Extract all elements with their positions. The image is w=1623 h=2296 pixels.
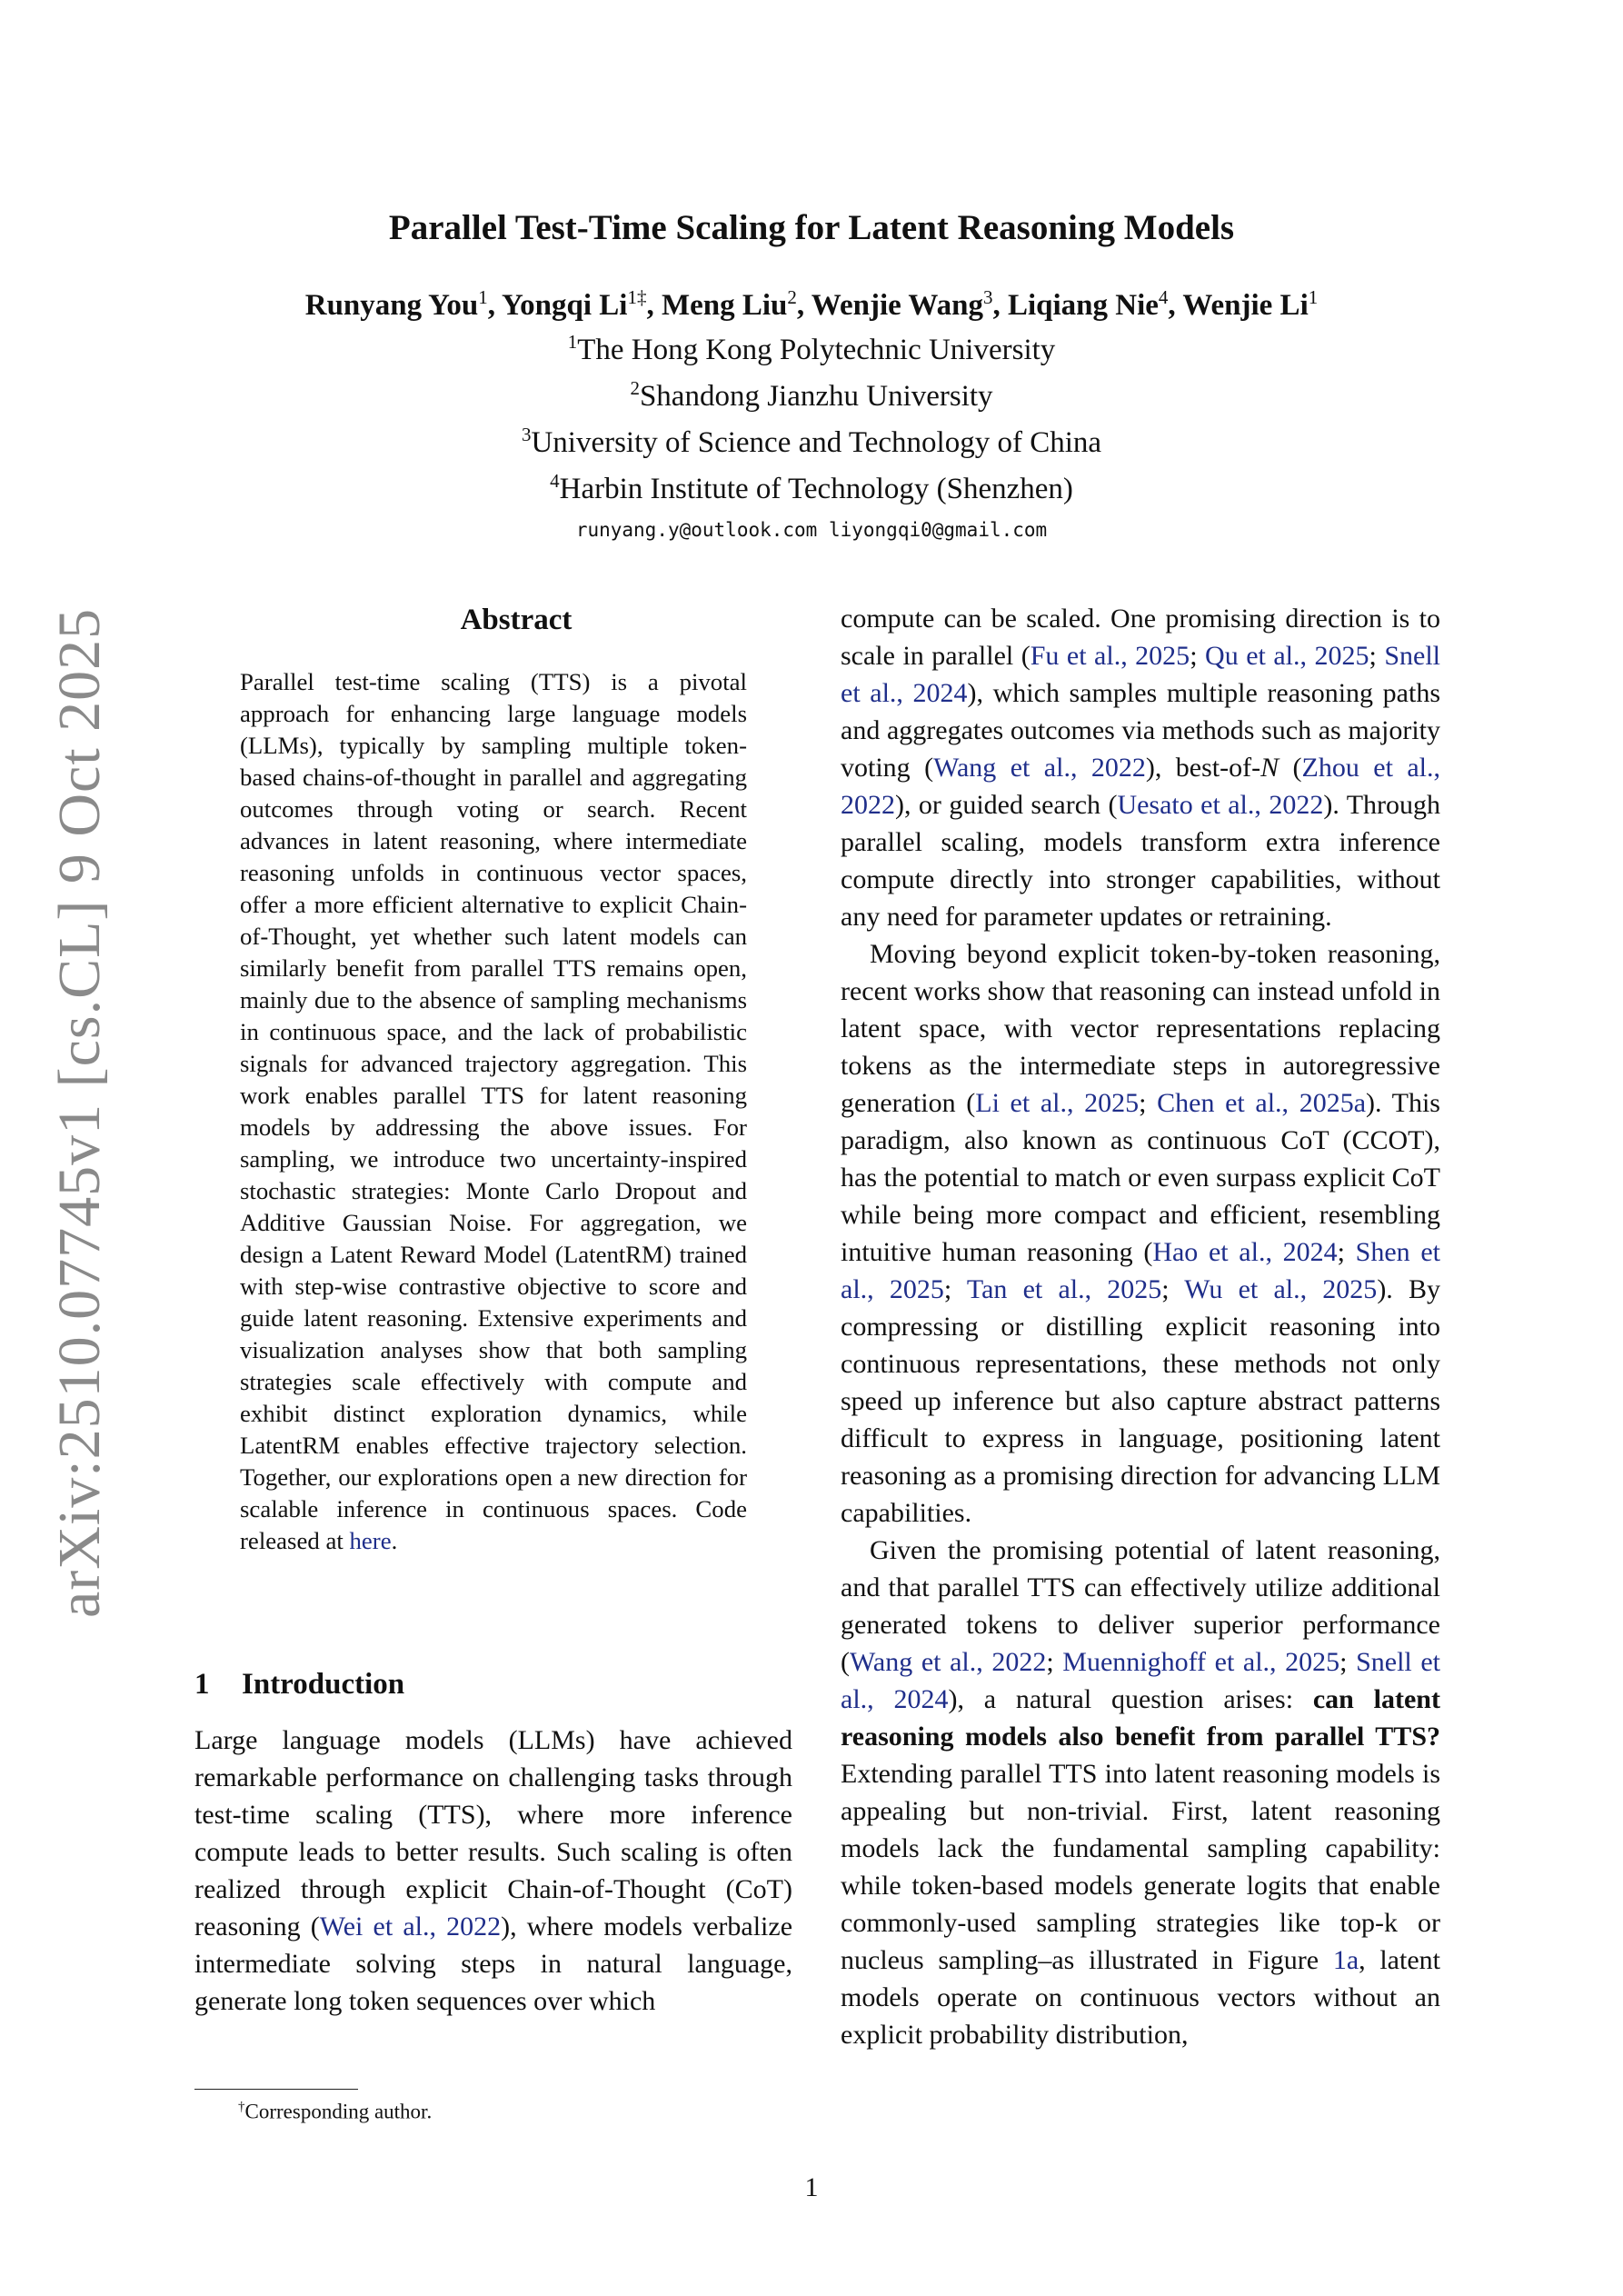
abstract-heading: Abstract [460, 604, 573, 636]
citation-link[interactable]: Wu et al., 2025 [1184, 1274, 1378, 1304]
paragraph-text: ), where models verbalize intermediate solving steps in natural language, generate long token sequences over which [194, 1912, 793, 2016]
citation-link[interactable]: Snell et al., 2024 [841, 1647, 1440, 1714]
affiliation-name: Harbin Institute of Technology (Shenzhen) [559, 473, 1073, 505]
affiliation-name: University of Science and Technology of China [531, 426, 1102, 459]
citation-link[interactable]: Chen et al., 2025a [1157, 1088, 1367, 1118]
math-variable: N [1260, 753, 1279, 783]
affiliation-mark: 2 [630, 377, 640, 399]
author-list: Runyang You$^1$, Yongqi $Li^{1\ddagger}$, Meng Liu$^2$, Wenjie Wang$^3$, Liqiang Nie$^4$, Wenjie Li$^1$ [304, 286, 1319, 322]
section-title: Introduction [242, 1668, 405, 1701]
affiliation [0, 462, 1623, 508]
author-affil-mark: 1 [478, 286, 488, 308]
abstract-body [240, 666, 747, 1557]
author-affil-mark: 3 [982, 286, 993, 308]
paragraph-text: Moving beyond explicit token-by-token reasoning, recent works show that reasoning can instead unfold in latent space, with vector representations replacing tokens as the intermediate steps in autoregressive generation ( [841, 939, 1440, 1118]
citation-link[interactable]: Wang et al., 2022 [933, 753, 1146, 783]
paragraph-text: ( [1279, 753, 1302, 783]
arxiv-identifier-stamp: arXiv:2510.07745v1 [cs.CL] 9 Oct 2025 [46, 607, 113, 1618]
footnote [238, 2100, 432, 2124]
author-name: Meng Liu [661, 289, 788, 322]
intro-paragraph [194, 1722, 792, 2020]
affiliation [0, 323, 1623, 369]
author-name: Yongqi Li [501, 289, 628, 322]
figure-reference-link[interactable]: 1a [1332, 1945, 1359, 1975]
section-heading-introduction [194, 1668, 792, 1702]
paragraph-text: Extending parallel TTS into latent reasoning models is appealing but non-trivial. First, latent reasoning models lack the fundamental sampling capability: while token-based models generate logits that enable commonly-used sampling strategies like top-k or nucleus sampling–as illustrated in Figure [841, 1759, 1440, 1975]
paragraph-text: Given the promising potential of latent reasoning, and that parallel TTS can effectively utilize additional generated tokens to deliver superior performance ( [841, 1535, 1440, 1677]
author-emails[interactable]: runyang.y@outlook.com liyongqi0@gmail.com [575, 519, 1048, 541]
author-affil-mark: 1‡ [627, 286, 647, 308]
intro-paragraph: compute can be scaled. One promising direction is to scale in parallel (Fu et al., 2025; Qu et al., 2025; Snell et al., 2024), which samples multiple reasoning paths and aggregates outcomes via methods such as majority voting (Wang et al., 2022), best-of-N (Zhou et al., 2022), or guided search (Uesato et al., 2022). Through parallel scaling, models transform extra inference compute directly into stronger capabilities, without any need for parameter updates or retraining. [841, 604, 1441, 932]
abstract-text: Parallel test-time scaling (TTS) is a pivotal approach for enhancing large language models (LLMs), typically by sampling multiple token-based chains-of-thought in parallel and aggregating outcomes through voting or search. Recent advances in latent reasoning, where intermediate reasoning unfolds in continuous vector spaces, offer a more efficient alternative to explicit Chain-of-Thought, yet whether such latent models can similarly benefit from parallel TTS remains open, mainly due to the absence of sampling mechanisms in continuous space, and the lack of probabilistic signals for advanced trajectory aggregation. This work enables parallel TTS for latent reasoning models by addressing the above issues. For sampling, we introduce two uncertainty-inspired stochastic strategies: Monte Carlo Dropout and Additive Gaussian Noise. For aggregation, we design a Latent Reward Model (LatentRM) trained with step-wise contrastive objective to score and guide latent reasoning. Extensive experiments and visualization analyses show that both sampling strategies scale effectively with compute and exhibit distinct exploration dynamics, while LatentRM enables effective trajectory selection. Together, our explorations open a new direction for scalable inference in continuous spaces. Code released at [240, 668, 747, 1554]
author-name: Runyang You [304, 289, 479, 322]
citation-link[interactable]: Shen et al., 2025 [841, 1237, 1441, 1304]
citation-link[interactable]: Zhou et al., 2022 [841, 753, 1440, 820]
author-name: Wenjie Li [1182, 289, 1309, 322]
affiliation-name: Shandong Jianzhu University [639, 380, 993, 413]
affiliation-mark: 1 [567, 331, 578, 353]
footnote-divider [194, 2089, 358, 2090]
paragraph-text: ). By compressing or distilling explicit reasoning into continuous representations, these methods not only speed up inference but also capture abstract patterns difficult to express in language, positioning latent reasoning as a promising direction for advancing LLM capabilities. [841, 1274, 1441, 1528]
page-number: 1 [804, 2172, 819, 2202]
affiliation-name: The Hong Kong Polytechnic University [577, 334, 1056, 366]
author-name: Wenjie Wang [811, 289, 983, 322]
affiliation-mark: 4 [550, 470, 560, 492]
intro-paragraph: Moving beyond explicit token-by-token reasoning, recent works show that reasoning can instead unfold in latent space, with vector representations replacing tokens as the intermediate steps in autoregressive generation (Li et al., 2025; Chen et al., 2025a). This paradigm, also known as continuous CoT (CCOT), has the potential to match or even surpass explicit CoT while being more compact and efficient, resembling intuitive human reasoning (Hao et al., 2024; Shen et al., 2025; Tan et al., 2025; Wu et al., 2025). By compressing or distilling explicit reasoning into continuous representations, these methods not only speed up inference but also capture abstract patterns difficult to express in language, positioning latent reasoning as a promising direction for advancing LLM capabilities. [841, 939, 1441, 1528]
paragraph-text: ), which samples multiple reasoning paths and aggregates outcomes via methods such as majority voting ( [841, 678, 1440, 783]
paragraph-text: ). Through parallel scaling, models transform extra inference compute directly into stronger capabilities, without any need for parameter updates or retraining. [841, 790, 1441, 932]
citation-link[interactable]: Hao et al., 2024 [1152, 1237, 1338, 1267]
paper-header [0, 207, 1623, 541]
paragraph-text: ), a natural question arises: [948, 1684, 1313, 1714]
citation-link[interactable]: Snell et al., 2024 [841, 641, 1440, 708]
paragraph-text: Large language models (LLMs) have achieved remarkable performance on challenging tasks through test-time scaling (TTS), where more inference compute leads to better results. Such scaling is often realized through explicit Chain-of-Thought (CoT) reasoning ( [194, 1725, 792, 1942]
paper-title: Parallel Test-Time Scaling for Latent Reasoning Models [388, 208, 1235, 247]
affiliation [0, 415, 1623, 462]
abstract-end: . [391, 1527, 398, 1554]
citation-link[interactable]: Qu et al., 2025 [1205, 641, 1369, 671]
paragraph-text: ), best-of- [1145, 753, 1261, 783]
citation-link[interactable]: Uesato et al., 2022 [1117, 790, 1324, 820]
author-affil-mark: 2 [787, 286, 797, 308]
citation-link[interactable]: Wang et al., 2022 [850, 1647, 1047, 1677]
section-number: 1 [194, 1668, 210, 1701]
paragraph-text: ), or guided search ( [895, 790, 1118, 820]
paragraph-text: , latent models operate on continuous vectors without an explicit probability distribution, [841, 1945, 1440, 2050]
citation-link[interactable]: Li et al., 2025 [975, 1088, 1140, 1118]
citation-link[interactable]: Muennighoff et al., 2025 [1062, 1647, 1340, 1677]
affiliation [0, 369, 1623, 415]
footnote-text: Corresponding author. [244, 2100, 433, 2123]
author-name: Liqiang Nie [1007, 289, 1159, 322]
footnote-mark: † [238, 2100, 245, 2114]
citation-link[interactable]: Wei et al., 2022 [319, 1912, 502, 1942]
code-release-link[interactable]: here [349, 1527, 392, 1554]
affiliation-mark: 3 [521, 424, 532, 445]
author-affil-mark: 4 [1158, 286, 1169, 308]
citation-link[interactable]: Tan et al., 2025 [966, 1274, 1162, 1304]
paragraph-text: compute can be scaled. One promising direction is to scale in parallel ( [841, 604, 1440, 671]
intro-paragraph: Given the promising potential of latent reasoning, and that parallel TTS can effectively utilize additional generated tokens to deliver superior performance (Wang et al., 2022; Muennighoff et al., 2025; Snell et al., 2024), a natural question arises: can latent reasoning models also benefit from parallel TTS? Extending parallel TTS into latent reasoning models is appealing but non-trivial. First, latent reasoning models lack the fundamental sampling capability: while token-based models generate logits that enable commonly-used sampling strategies like top-k or nucleus sampling–as illustrated in Figure 1a, latent models operate on continuous vectors without an explicit probability distribution, [841, 1535, 1440, 2050]
research-question: can latent reasoning models also benefit from parallel TTS? [841, 1684, 1440, 1752]
right-column [841, 600, 1440, 2053]
citation-link[interactable]: Fu et al., 2025 [1030, 641, 1190, 671]
paragraph-text: ). This paradigm, also known as continuous CoT (CCOT), has the potential to match or even surpass explicit CoT while being more compact and efficient, resembling intuitive human reasoning ( [841, 1088, 1440, 1267]
left-column [194, 600, 792, 2020]
author-affil-mark: 1 [1308, 286, 1319, 308]
